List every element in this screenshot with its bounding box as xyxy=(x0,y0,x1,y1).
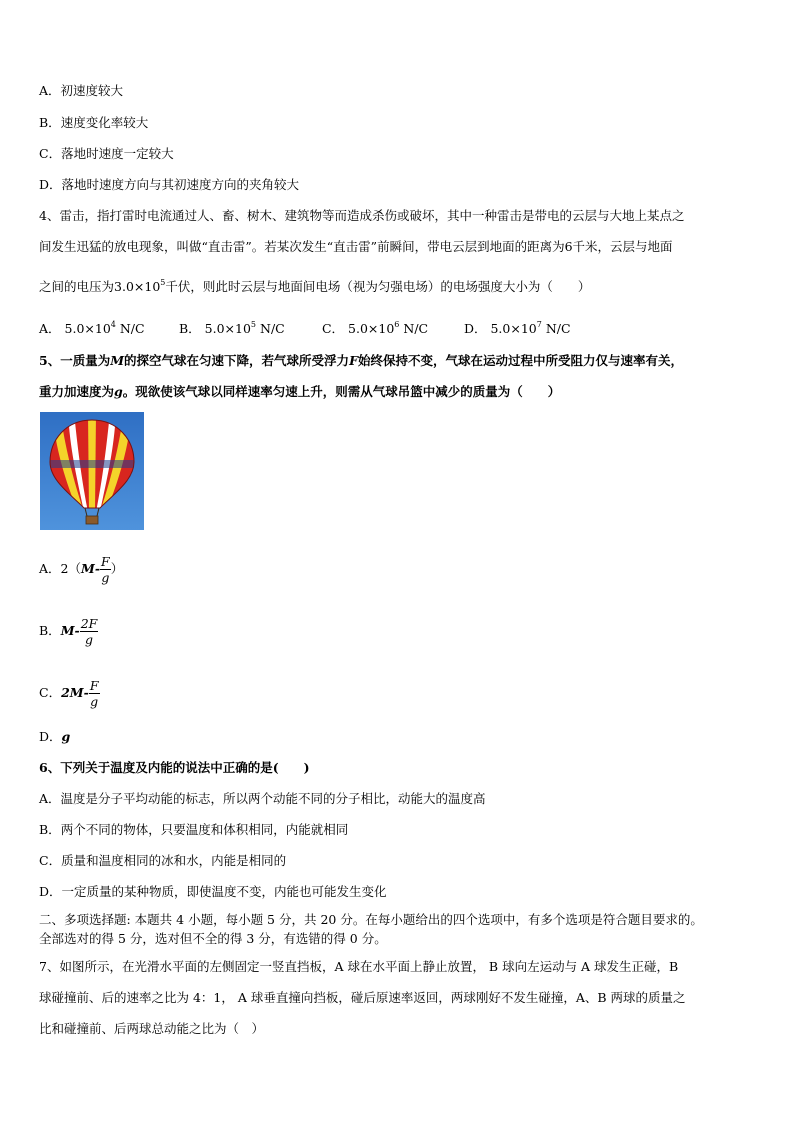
q5-stem-line1: 5、一质量为M的探空气球在匀速下降，若气球所受浮力F始终保持不变，气球在运动过程中所受阻力仅与速率有关， xyxy=(39,353,683,368)
balloon-basket xyxy=(86,516,98,524)
q3-option-a: A．初速度较大 xyxy=(39,83,124,98)
q4-option-d: D． $5.0\times 10^7$ N/C xyxy=(463,320,571,336)
q6-option-d: D．一定质量的某种物质，即使温度不变，内能也可能发生变化 xyxy=(39,884,387,899)
q6-option-a: A．温度是分子平均动能的标志，所以两个动能不同的分子相比，动能大的温度高 xyxy=(39,791,486,806)
q5-option-c: C．2M- $\frac{F}{g}$ xyxy=(39,678,99,709)
q6-stem: 6、下列关于温度及内能的说法中正确的是( ) xyxy=(39,760,310,775)
q4-options xyxy=(39,316,571,338)
q4-stem-line1: 4、雷击，指打雷时电流通过人、畜、树木、建筑物等而造成杀伤或破坏，其中一种雷击是带电的云层与大地上某点之 xyxy=(39,208,685,223)
q3-option-c: C．落地时速度一定较大 xyxy=(39,146,174,161)
q6-option-b: B．两个不同的物体，只要温度和体积相同，内能就相同 xyxy=(39,822,349,837)
q5-stem-line2: 重力加速度为g。现欲使该气球以同样速率匀速上升，则需从气球吊篮中减少的质量为（ ） xyxy=(39,384,561,399)
q4-option-b: B． $5.0\times 10^5$ N/C xyxy=(178,320,285,336)
section2-instructions-line2: 全部选对的得 5 分，选对但不全的得 3 分，有选错的得 0 分。 xyxy=(39,931,387,946)
q5-option-d: D．g xyxy=(39,729,71,744)
section2-instructions-line1: 二、多项选择题: 本题共 4 小题，每小题 5 分，共 20 分。在每小题给出的四个选项中，有多个选项是符合题目要求的。 xyxy=(39,912,703,927)
q5-option-b-fraction: $\frac{2F}{g}$ xyxy=(80,616,98,647)
q5-option-c-fraction: $\frac{F}{g}$ xyxy=(89,678,99,709)
q4-stem-line3: 之间的电压为$3.0\times 10^5$千伏，则此时云层与地面间电场（视为匀强电场）的电场强度大小为（ ） xyxy=(39,278,591,294)
q4-stem-line2: 间发生迅猛的放电现象，叫做“直击雷”。若某次发生“直击雷”前瞬间，带电云层到地面的距离为6千米，云层与地面 xyxy=(39,239,673,254)
q6-option-c: C．质量和温度相同的冰和水，内能是相同的 xyxy=(39,853,287,868)
q4-option-a: A． $5.0\times 10^4$ N/C xyxy=(39,320,145,336)
q7-stem-line2: 球碰撞前、后的速率之比为 4：1， A 球垂直撞向挡板，碰后原速率返回，两球刚好不发生碰撞，A、B 两球的质量之 xyxy=(39,990,686,1005)
q3-option-d: D．落地时速度方向与其初速度方向的夹角较大 xyxy=(39,177,300,192)
q3-option-b: B．速度变化率较大 xyxy=(39,115,149,130)
q5-option-a-fraction: $\frac{F}{g}$ xyxy=(101,554,110,585)
q7-stem-line1: 7、如图所示，在光滑水平面的左侧固定一竖直挡板，A 球在水平面上静止放置， B 球向左运动与 A 球发生正碰，B xyxy=(39,959,679,974)
hot-air-balloon-image xyxy=(40,412,144,530)
q5-option-b: B．M- $\frac{2F}{g}$ xyxy=(39,616,98,647)
q7-stem-line3: 比和碰撞前、后两球总动能之比为（ ） xyxy=(39,1021,265,1036)
q4-option-c: C． $5.0\times 10^6$ N/C xyxy=(321,320,429,336)
q5-option-a: A．2（M- $\frac{F}{g}$ ） xyxy=(39,554,124,585)
